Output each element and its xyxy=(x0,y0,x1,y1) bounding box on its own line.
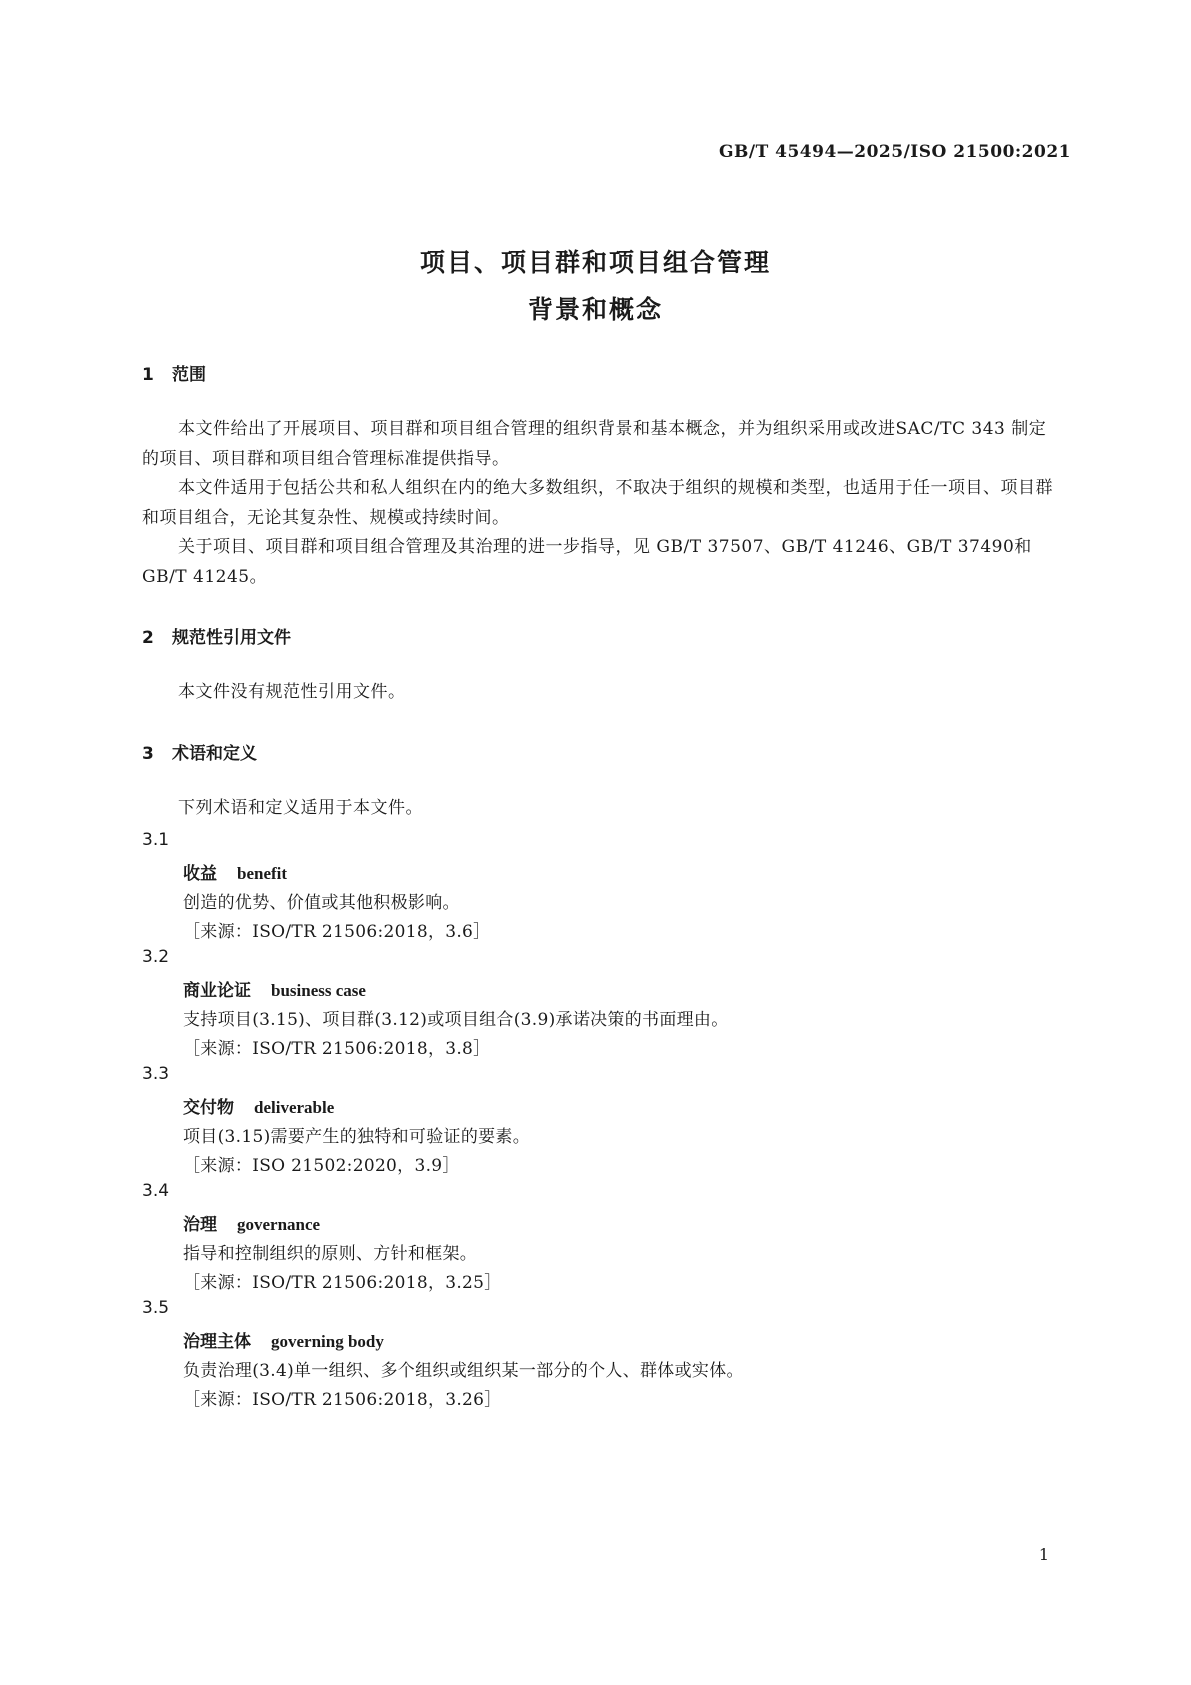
paragraph: 本文件适用于包括公共和私人组织在内的绝大多数组织，不取决于组织的规模和类型，也适用于任一项目、项目群和项目组合，无论其复杂性、规模或持续时间。 xyxy=(142,478,1053,528)
term-name-zh: 交付物 xyxy=(183,1098,234,1118)
paragraph: 本文件给出了开展项目、项目群和项目组合管理的组织背景和基本概念，并为组织采用或改进SAC/TC 343 制定的项目、项目群和项目组合管理标准提供指导。 xyxy=(142,419,1047,469)
term-name-en: business case xyxy=(271,981,366,1000)
term-name xyxy=(183,1327,384,1352)
term-name-zh: 商业论证 xyxy=(183,981,251,1001)
section-number: 2 xyxy=(142,628,154,648)
section-heading-scope xyxy=(142,360,206,385)
term-name-en: governance xyxy=(237,1215,321,1234)
section-heading-normative-references xyxy=(142,623,291,648)
paragraph: 本文件没有规范性引用文件。 xyxy=(178,682,406,702)
section-number: 1 xyxy=(142,365,154,385)
term-number: 3.2 xyxy=(142,947,170,967)
section-title: 术语和定义 xyxy=(172,744,257,764)
term-name-zh: 治理主体 xyxy=(183,1332,251,1352)
term-name xyxy=(183,1093,334,1118)
section-heading-terms-definitions xyxy=(142,739,257,764)
term-name-zh: 治理 xyxy=(183,1215,217,1235)
term-name-en: governing body xyxy=(271,1332,384,1351)
term-name-zh: 收益 xyxy=(183,864,217,884)
term-definition: 指导和控制组织的原则、方针和框架。 xyxy=(183,1244,478,1264)
term-number: 3.3 xyxy=(142,1064,170,1084)
term-definition: 项目(3.15)需要产生的独特和可验证的要素。 xyxy=(183,1127,531,1147)
term-number: 3.4 xyxy=(142,1181,170,1201)
term-name-en: benefit xyxy=(237,864,288,883)
document-code: GB/T 45494—2025/ISO 21500:2021 xyxy=(718,142,1071,162)
section-title: 规范性引用文件 xyxy=(172,628,291,648)
section-number: 3 xyxy=(142,744,154,764)
term-definition: 负责治理(3.4)单一组织、多个组织或组织某一部分的个人、群体或实体。 xyxy=(183,1361,744,1381)
term-number: 3.1 xyxy=(142,830,170,850)
term-name xyxy=(183,976,366,1001)
section-title: 范围 xyxy=(172,365,206,385)
paragraph: 下列术语和定义适用于本文件。 xyxy=(178,798,423,818)
term-number: 3.5 xyxy=(142,1298,170,1318)
term-definition: 支持项目(3.15)、项目群(3.12)或项目组合(3.9)承诺决策的书面理由。 xyxy=(183,1010,729,1030)
term-source: ［来源：ISO/TR 21506:2018，3.6］ xyxy=(183,922,491,942)
term-source: ［来源：ISO/TR 21506:2018，3.25］ xyxy=(183,1273,502,1293)
term-name-en: deliverable xyxy=(254,1098,335,1117)
term-definition: 创造的优势、价值或其他积极影响。 xyxy=(183,893,460,913)
document-title-line-1: 项目、项目群和项目组合管理 xyxy=(419,248,771,277)
term-source: ［来源：ISO 21502:2020，3.9］ xyxy=(183,1156,460,1176)
term-name xyxy=(183,1210,320,1235)
page-number: 1 xyxy=(1038,1545,1049,1564)
document-title-line-2: 背景和概念 xyxy=(527,295,663,324)
paragraph: 关于项目、项目群和项目组合管理及其治理的进一步指导，见 GB/T 37507、GB/T 41246、GB/T 37490和 GB/T 41245。 xyxy=(142,537,1032,587)
term-source: ［来源：ISO/TR 21506:2018，3.8］ xyxy=(183,1039,491,1059)
term-name xyxy=(183,859,287,884)
term-source: ［来源：ISO/TR 21506:2018，3.26］ xyxy=(183,1390,502,1410)
